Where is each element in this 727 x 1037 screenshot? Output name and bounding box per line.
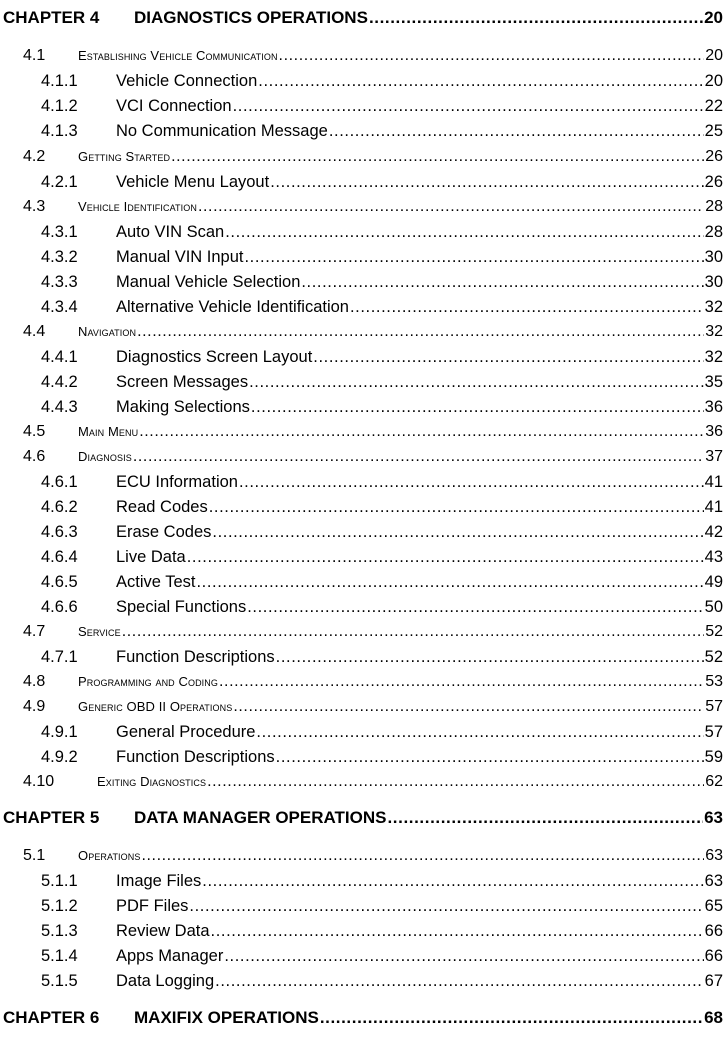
dot-leader <box>233 93 704 119</box>
toc-entry[interactable] <box>0 194 723 220</box>
toc-entry-page-number: 28 <box>704 223 723 241</box>
dot-leader <box>207 769 704 795</box>
toc-entry-number: 4.1.3 <box>41 122 78 140</box>
toc-entry-title: Diagnosis <box>78 449 132 464</box>
dot-leader <box>224 943 703 969</box>
toc-entry-line <box>116 344 723 370</box>
toc-chapter-entry[interactable] <box>0 1005 723 1031</box>
toc-entry-number: 4.3 <box>23 198 46 215</box>
toc-entry-line <box>116 544 723 570</box>
dot-leader <box>258 68 703 94</box>
toc-entry[interactable] <box>0 118 723 144</box>
toc-entry[interactable] <box>0 719 723 745</box>
toc-entry-line <box>116 68 723 94</box>
toc-entry-number: 4.2.1 <box>41 173 78 191</box>
toc-entry-page-number: 53 <box>705 673 723 690</box>
toc-entry-number: CHAPTER 5 <box>3 808 100 827</box>
toc-entry-page-number: 65 <box>704 897 723 915</box>
toc-entry-line <box>116 719 723 745</box>
dot-leader <box>247 594 703 620</box>
toc-entry-page-number: 43 <box>704 548 723 566</box>
toc-entry[interactable] <box>0 444 723 470</box>
toc-entry-line <box>116 744 723 770</box>
toc-entry-line <box>116 219 723 245</box>
dot-leader <box>211 918 704 944</box>
dot-leader <box>256 719 703 745</box>
dot-leader <box>189 893 703 919</box>
toc-entry-number: 4.6.2 <box>41 498 78 516</box>
toc-entry-line <box>116 918 723 944</box>
toc-entry-title: PDF Files <box>116 897 189 915</box>
toc-entry-number: 4.2 <box>23 148 46 165</box>
dot-leader <box>369 5 703 31</box>
toc-entry-title: Apps Manager <box>116 947 224 965</box>
toc-entry[interactable] <box>0 544 723 570</box>
toc-entry-line <box>116 519 723 545</box>
toc-entry-page-number: 42 <box>704 523 723 541</box>
toc-entry-title: No Communication Message <box>116 122 328 140</box>
toc-entry-page-number: 26 <box>705 148 723 165</box>
toc-entry-number: 4.10 <box>23 773 55 790</box>
toc-entry[interactable] <box>0 769 723 795</box>
toc-entry[interactable] <box>0 744 723 770</box>
dot-leader <box>133 444 704 470</box>
toc-entry-page-number: 20 <box>705 47 723 64</box>
dot-leader <box>137 319 704 345</box>
toc-entry-page-number: 30 <box>704 273 723 291</box>
toc-entry-number: 4.6.6 <box>41 598 78 616</box>
toc-entry-page-number: 63 <box>705 847 723 864</box>
toc-entry-number: 4.3.3 <box>41 273 78 291</box>
toc-entry-line <box>116 494 723 520</box>
toc-entry-line <box>78 843 723 869</box>
toc-entry[interactable] <box>0 144 723 170</box>
toc-entry-page-number: 32 <box>704 298 723 316</box>
toc-entry-number: 4.6.5 <box>41 573 78 591</box>
toc-entry-line <box>116 469 723 495</box>
dot-leader <box>215 968 703 994</box>
dot-leader <box>202 868 703 894</box>
toc-entry-title: Operations <box>78 848 141 863</box>
toc-entry[interactable] <box>0 494 723 520</box>
dot-leader <box>225 219 703 245</box>
toc-entry-number: CHAPTER 4 <box>3 8 100 27</box>
toc-entry-line <box>78 619 723 645</box>
toc-entry[interactable] <box>0 893 723 919</box>
toc-entry-page-number: 20 <box>704 8 723 27</box>
toc-entry-line <box>78 419 723 445</box>
toc-entry-line <box>78 444 723 470</box>
toc-entry-title: Service <box>78 624 121 639</box>
toc-entry-line <box>78 694 723 720</box>
dot-leader <box>320 1005 703 1031</box>
toc-entry[interactable] <box>0 918 723 944</box>
dot-leader <box>219 669 704 695</box>
toc-entry-title: Active Test <box>116 573 196 591</box>
dot-leader <box>279 43 705 69</box>
toc-entry-number: 5.1.1 <box>41 872 78 890</box>
toc-entry-page-number: 22 <box>704 97 723 115</box>
toc-entry[interactable] <box>0 868 723 894</box>
dot-leader <box>141 843 704 869</box>
toc-entry[interactable] <box>0 619 723 645</box>
toc-entry-number: 4.4.2 <box>41 373 78 391</box>
toc-entry-line <box>116 868 723 894</box>
toc-entry-page-number: 63 <box>704 872 723 890</box>
dot-leader <box>212 519 703 545</box>
dot-leader <box>209 494 704 520</box>
dot-leader <box>187 544 704 570</box>
toc-entry-page-number: 50 <box>704 598 723 616</box>
toc-entry-number: 4.5 <box>23 423 46 440</box>
toc-entry-number: 4.3.1 <box>41 223 78 241</box>
toc-entry-title: Special Functions <box>116 598 247 616</box>
toc-entry-title: Diagnostics Screen Layout <box>116 348 313 366</box>
toc-entry-number: 4.7 <box>23 623 46 640</box>
toc-entry-line <box>116 569 723 595</box>
toc-entry[interactable] <box>0 319 723 345</box>
toc-entry-page-number: 25 <box>704 122 723 140</box>
toc-entry-title: Manual VIN Input <box>116 248 244 266</box>
dot-leader <box>350 294 704 320</box>
dot-leader <box>276 744 704 770</box>
toc-chapter-entry[interactable] <box>0 805 723 831</box>
toc-entry-line <box>116 118 723 144</box>
toc-entry-number: 4.1.1 <box>41 72 78 90</box>
toc-entry-page-number: 59 <box>704 748 723 766</box>
toc-entry-title: Function Descriptions <box>116 748 275 766</box>
toc-entry-title: Read Codes <box>116 498 208 516</box>
toc-entry-title: Screen Messages <box>116 373 249 391</box>
toc-entry-line <box>97 769 723 795</box>
toc-entry-line <box>116 644 723 670</box>
toc-entry-number: CHAPTER 6 <box>3 1008 100 1027</box>
toc-entry-line <box>134 1005 723 1031</box>
toc-entry[interactable] <box>0 344 723 370</box>
dot-leader <box>313 344 703 370</box>
toc-entry-page-number: 32 <box>704 348 723 366</box>
toc-entry-page-number: 63 <box>704 808 723 827</box>
toc-entry-line <box>134 805 723 831</box>
toc-entry-page-number: 57 <box>704 723 723 741</box>
toc-entry[interactable] <box>0 968 723 994</box>
toc-entry-title: Vehicle Identification <box>78 199 197 214</box>
toc-entry-number: 4.1.2 <box>41 97 78 115</box>
dot-leader <box>245 244 704 270</box>
dot-leader <box>387 805 703 831</box>
toc-entry-title: Live Data <box>116 548 186 566</box>
toc-entry[interactable] <box>0 943 723 969</box>
dot-leader <box>171 144 704 170</box>
toc-entry-line <box>116 369 723 395</box>
toc-entry-page-number: 49 <box>704 573 723 591</box>
toc-entry-title: Main Menu <box>78 424 139 439</box>
toc-entry-number: 5.1.5 <box>41 972 78 990</box>
toc-entry-title: Vehicle Connection <box>116 72 258 90</box>
toc-entry-page-number: 36 <box>705 423 723 440</box>
toc-entry-line <box>116 968 723 994</box>
toc-entry-number: 4.9.2 <box>41 748 78 766</box>
toc-entry-line <box>116 943 723 969</box>
toc-entry[interactable] <box>0 219 723 245</box>
toc-entry-number: 4.1 <box>23 47 46 64</box>
dot-leader <box>122 619 704 645</box>
toc-entry-page-number: 35 <box>704 373 723 391</box>
toc-entry-number: 4.6.4 <box>41 548 78 566</box>
dot-leader <box>139 419 704 445</box>
toc-entry-title: Programming and Coding <box>78 674 218 689</box>
toc-entry-number: 4.4.1 <box>41 348 78 366</box>
toc-entry-page-number: 37 <box>705 448 723 465</box>
toc-entry-page-number: 20 <box>704 72 723 90</box>
toc-entry-line <box>78 194 723 220</box>
toc-entry-line <box>116 394 723 420</box>
toc-entry-line <box>116 169 723 195</box>
toc-entry-title: DATA MANAGER OPERATIONS <box>134 808 387 827</box>
toc-entry[interactable] <box>0 594 723 620</box>
toc-entry[interactable] <box>0 469 723 495</box>
toc-entry-title: MAXIFIX OPERATIONS <box>134 1008 319 1027</box>
toc-entry-title: VCI Connection <box>116 97 232 115</box>
toc-entry-title: Exiting Diagnostics <box>97 774 207 789</box>
toc-entry-title: Navigation <box>78 324 137 339</box>
toc-entry-line <box>78 43 723 69</box>
toc-entry-number: 4.7.1 <box>41 648 78 666</box>
toc-entry-title: DIAGNOSTICS OPERATIONS <box>134 8 368 27</box>
toc-entry[interactable] <box>0 394 723 420</box>
toc-entry-number: 4.8 <box>23 673 46 690</box>
toc-entry-page-number: 68 <box>704 1008 723 1027</box>
toc-entry[interactable] <box>0 669 723 695</box>
toc-entry[interactable] <box>0 294 723 320</box>
toc-entry-title: General Procedure <box>116 723 256 741</box>
toc-entry-line <box>78 144 723 170</box>
toc-entry[interactable] <box>0 93 723 119</box>
toc-entry-page-number: 41 <box>704 498 723 516</box>
toc-entry-title: ECU Information <box>116 473 238 491</box>
dot-leader <box>198 194 704 220</box>
toc-entry-number: 4.4.3 <box>41 398 78 416</box>
toc-entry[interactable] <box>0 169 723 195</box>
toc-entry-title: Function Descriptions <box>116 648 275 666</box>
toc-entry-number: 4.9 <box>23 698 46 715</box>
toc-entry-number: 4.3.4 <box>41 298 78 316</box>
toc-entry-title: Making Selections <box>116 398 250 416</box>
toc-entry-page-number: 62 <box>705 773 723 790</box>
toc-entry[interactable] <box>0 419 723 445</box>
toc-entry-page-number: 36 <box>704 398 723 416</box>
toc-entry-number: 4.6.3 <box>41 523 78 541</box>
dot-leader <box>251 394 704 420</box>
dot-leader <box>239 469 704 495</box>
toc-entry[interactable] <box>0 519 723 545</box>
toc-entry[interactable] <box>0 43 723 69</box>
toc-entry-page-number: 67 <box>704 972 723 990</box>
toc-entry-page-number: 52 <box>704 648 723 666</box>
toc-entry-page-number: 32 <box>705 323 723 340</box>
toc-entry-number: 5.1.4 <box>41 947 78 965</box>
toc-entry-number: 5.1 <box>23 847 46 864</box>
toc-entry-title: Getting Started <box>78 149 171 164</box>
toc-entry[interactable] <box>0 569 723 595</box>
dot-leader <box>196 569 703 595</box>
toc-entry-line <box>134 5 723 31</box>
toc-entry[interactable] <box>0 843 723 869</box>
dot-leader <box>301 269 703 295</box>
toc-entry-title: Data Logging <box>116 972 215 990</box>
toc-entry-title: Generic OBD II Operations <box>78 699 233 714</box>
dot-leader <box>270 169 703 195</box>
toc-entry-line <box>78 319 723 345</box>
toc-entry-page-number: 30 <box>704 248 723 266</box>
toc-entry-title: Auto VIN Scan <box>116 223 225 241</box>
toc-entry-number: 5.1.2 <box>41 897 78 915</box>
toc-entry-title: Vehicle Menu Layout <box>116 173 270 191</box>
dot-leader <box>276 644 704 670</box>
toc-entry[interactable] <box>0 244 723 270</box>
dot-leader <box>249 369 704 395</box>
toc-entry-number: 4.6 <box>23 448 46 465</box>
dot-leader <box>233 694 704 720</box>
toc-entry[interactable] <box>0 68 723 94</box>
toc-entry-page-number: 41 <box>704 473 723 491</box>
toc-entry-title: Establishing Vehicle Communication <box>78 48 278 63</box>
toc-entry-page-number: 66 <box>704 922 723 940</box>
toc-entry-number: 4.9.1 <box>41 723 78 741</box>
toc-entry-line <box>116 244 723 270</box>
toc-entry-title: Image Files <box>116 872 202 890</box>
toc-entry-line <box>116 93 723 119</box>
toc-entry[interactable] <box>0 644 723 670</box>
toc-entry-line <box>116 594 723 620</box>
toc-entry-title: Manual Vehicle Selection <box>116 273 301 291</box>
toc-entry-line <box>116 294 723 320</box>
toc-entry-line <box>116 269 723 295</box>
toc-entry[interactable] <box>0 694 723 720</box>
toc-entry-page-number: 26 <box>704 173 723 191</box>
toc-entry[interactable] <box>0 369 723 395</box>
toc-entry-number: 5.1.3 <box>41 922 78 940</box>
toc-entry-number: 4.3.2 <box>41 248 78 266</box>
toc-entry-page-number: 57 <box>705 698 723 715</box>
toc-entry-page-number: 52 <box>705 623 723 640</box>
toc-entry-page-number: 66 <box>704 947 723 965</box>
toc-entry-page-number: 28 <box>705 198 723 215</box>
toc-entry-title: Review Data <box>116 922 210 940</box>
toc-chapter-entry[interactable] <box>0 5 723 31</box>
toc-entry-title: Alternative Vehicle Identification <box>116 298 349 316</box>
dot-leader <box>329 118 704 144</box>
toc-entry-title: Erase Codes <box>116 523 212 541</box>
toc-entry-line <box>78 669 723 695</box>
toc-entry[interactable] <box>0 269 723 295</box>
toc-entry-number: 4.4 <box>23 323 46 340</box>
toc-entry-number: 4.6.1 <box>41 473 78 491</box>
toc-entry-line <box>116 893 723 919</box>
